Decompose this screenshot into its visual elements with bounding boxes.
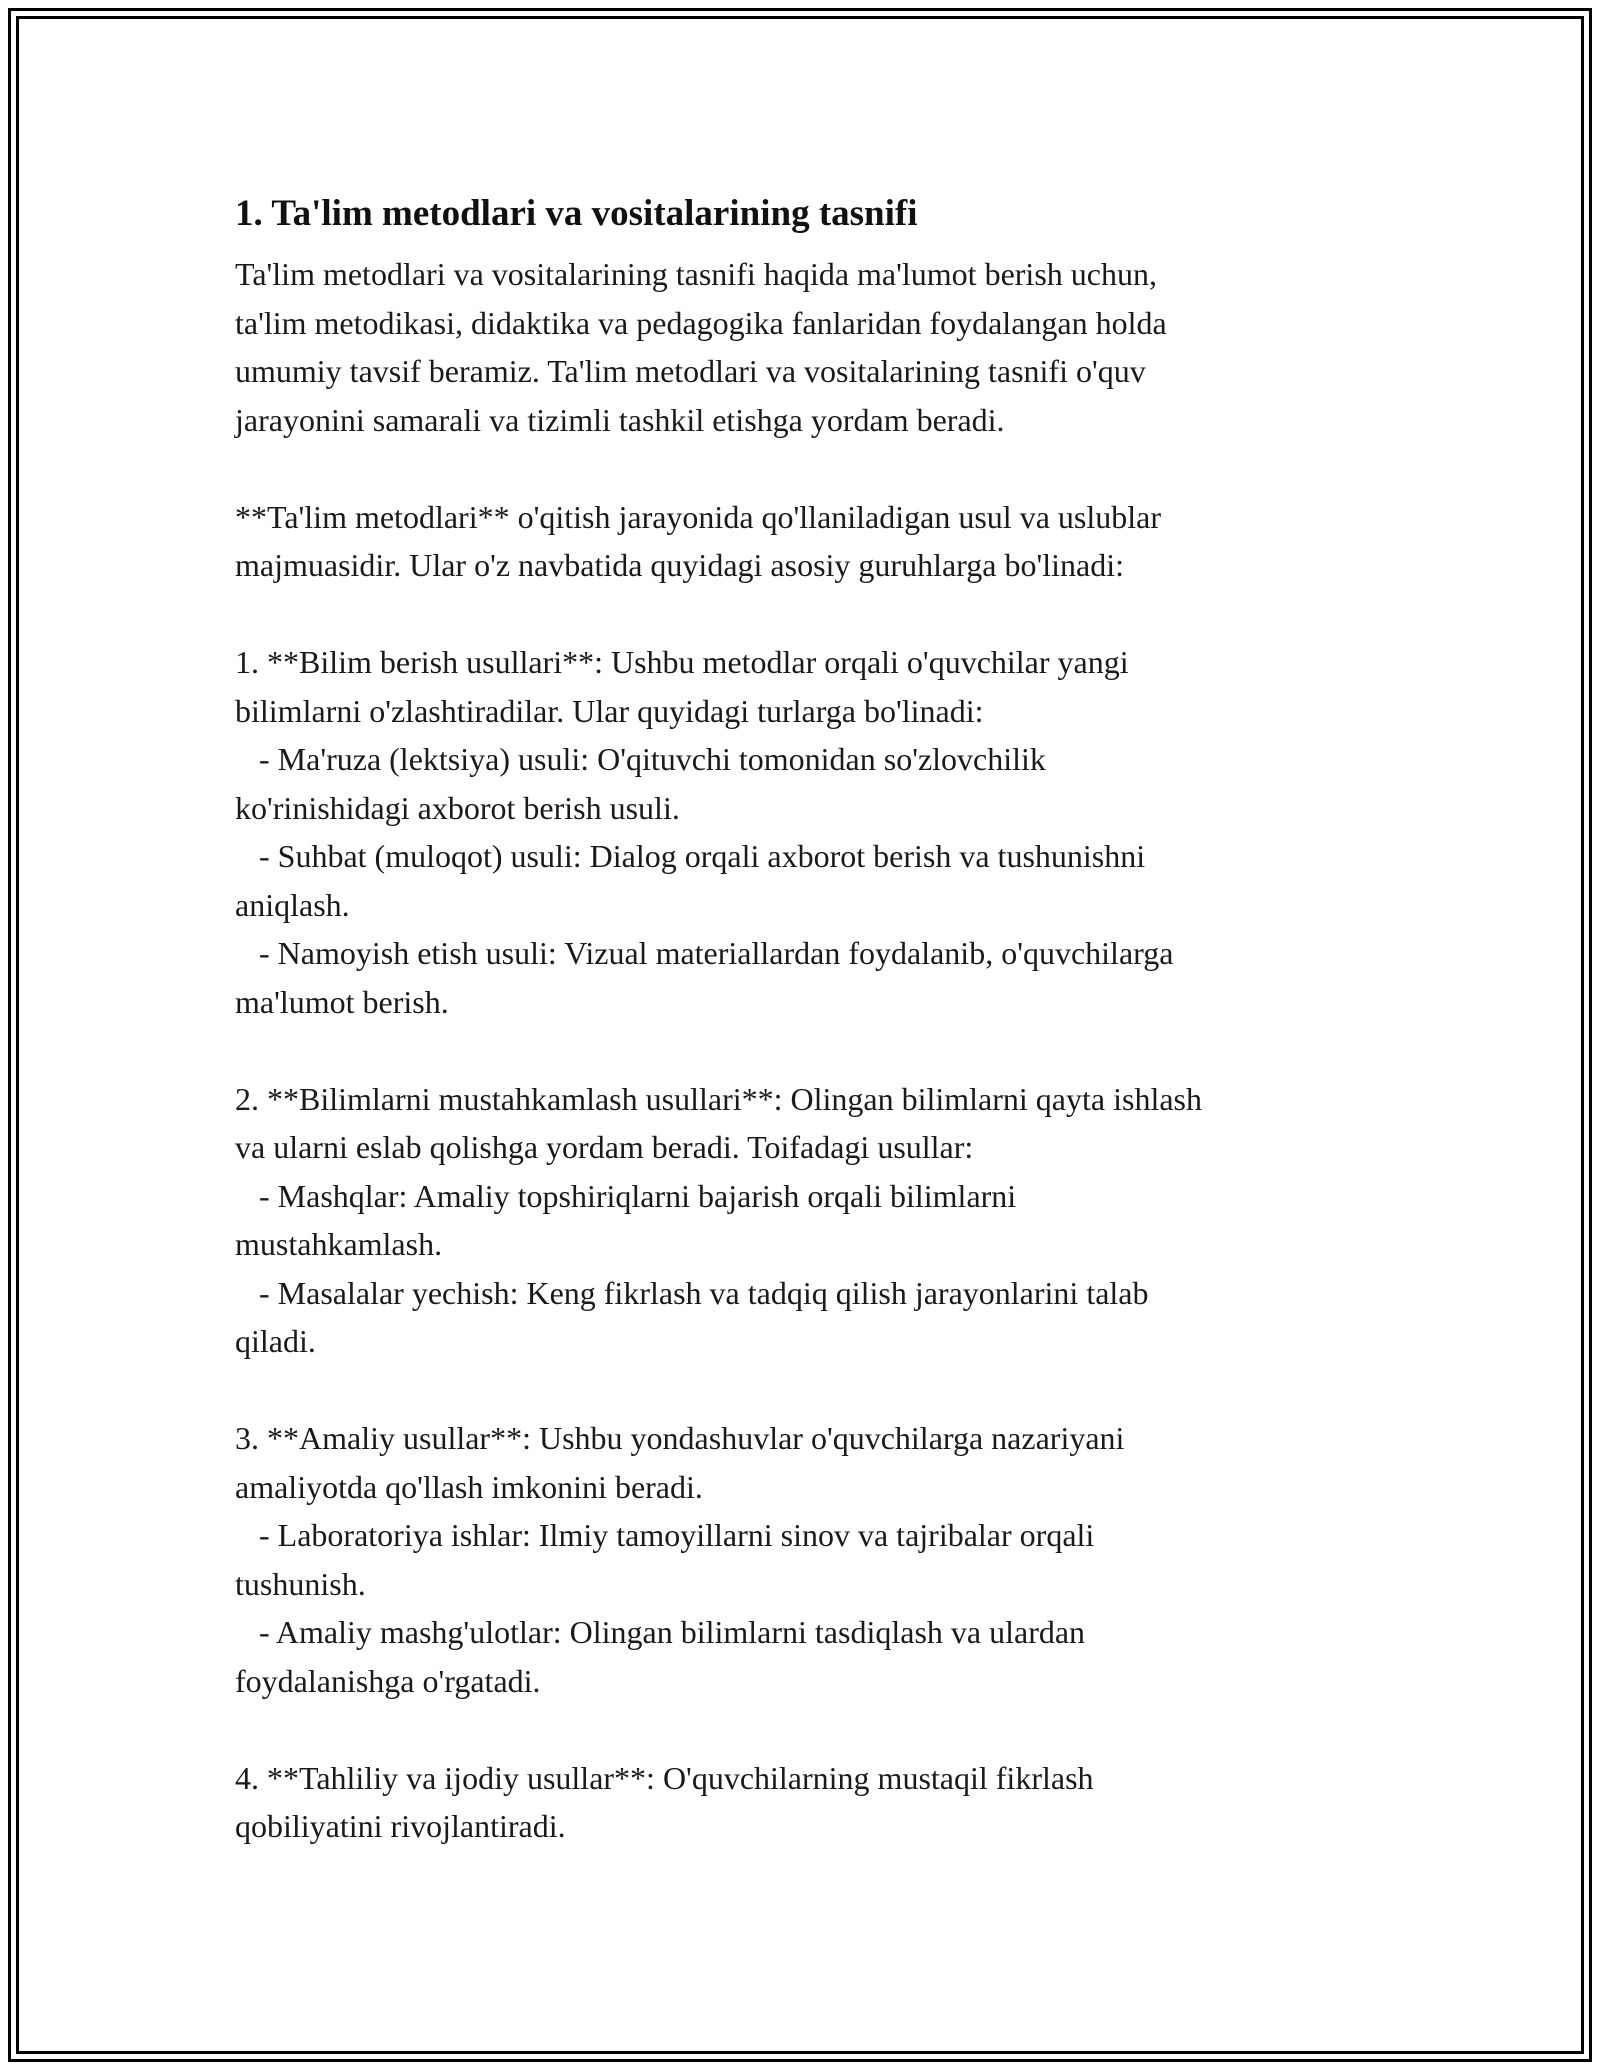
paragraph-gap: [235, 1366, 1375, 1415]
paragraph-gap: [235, 590, 1375, 639]
list-item-reinforcement-methods: 2. **Bilimlarni mustahkamlash usullari**: Olingan bilimlarni qayta ishlash va ularni eslab qolishga yordam beradi. Toifadagi usullar: - Mashqlar: Amaliy topshiriqlarni bajarish orqali bilimlarni mustahkamlash. - Masalalar yechish: Keng fikrlash va tadqiq qilish jarayonlarini talab qiladi.: [235, 1080, 1202, 1359]
list-item-knowledge-methods: 1. **Bilim berish usullari**: Ushbu metodlar orqali o'quvchilar yangi bilimlarni o'zlashtiradilar. Ular quyidagi turlarga bo'linadi: - Ma'ruza (lektsiya) usuli: O'qituvchi tomonidan so'zlovchilik ko'rinishidagi axborot berish usuli. - Suhbat (muloqot) usuli: Dialog orqali axborot berish va tushunishni aniqlash. - Namoyish etish usuli: Vizual materiallardan foydalanib, o'quvchilarga ma'lumot berish.: [235, 644, 1174, 1020]
paragraph-gap: [235, 444, 1375, 493]
intro-paragraph: Ta'lim metodlari va vositalarining tasnifi haqida ma'lumot berish uchun, ta'lim metodikasi, didaktika va pedagogika fanlaridan foydalangan holda umumiy tavsif beramiz. Ta'lim metodlari va vositalarining tasnifi o'quv jarayonini samarali va tizimli tashkil etishga yordam beradi.: [235, 256, 1167, 438]
document-body: [235, 186, 1375, 1851]
methods-definition-paragraph: **Ta'lim metodlari** o'qitish jarayonida qo'llaniladigan usul va uslublar majmuasidir. Ular o'z navbatida quyidagi asosiy guruhlarga bo'linadi:: [235, 498, 1161, 583]
paragraph-gap: [235, 1705, 1375, 1754]
section-heading: 1. Ta'lim metodlari va vositalarining tasnifi: [235, 193, 918, 234]
list-item-practical-methods: 3. **Amaliy usullar**: Ushbu yondashuvlar o'quvchilarga nazariyani amaliyotda qo'llash imkonini beradi. - Laboratoriya ishlar: Ilmiy tamoyillarni sinov va tajribalar orqali tushunish. - Amaliy mashg'ulotlar: Olingan bilimlarni tasdiqlash va ulardan foydalanishga o'rgatadi.: [235, 1420, 1125, 1699]
paragraph-gap: [235, 1026, 1375, 1075]
list-item-analytical-methods: 4. **Tahliliy va ijodiy usullar**: O'quvchilarning mustaqil fikrlash qobiliyatini rivojlantiradi.: [235, 1759, 1094, 1844]
